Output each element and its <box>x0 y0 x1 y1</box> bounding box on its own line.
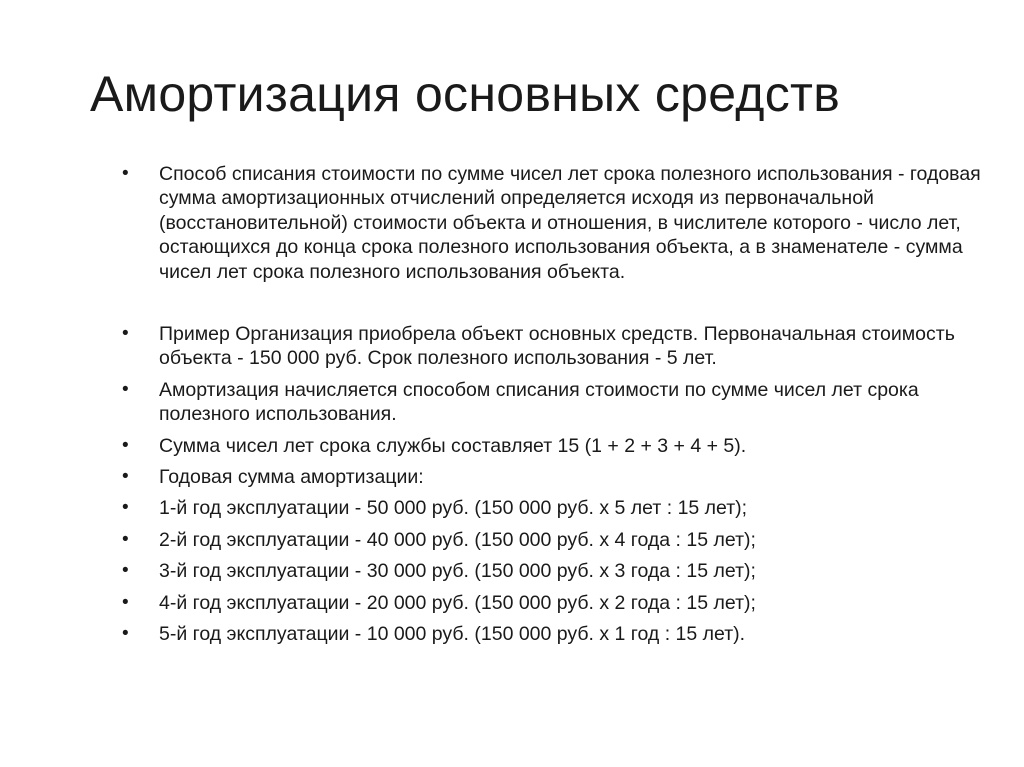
bullet-item-method-applied <box>120 378 1010 427</box>
bullet-text: 3-й год эксплуатации - 30 000 руб. (150 000 руб. х 3 года : 15 лет); <box>159 560 756 583</box>
bullet-marker: • <box>122 528 129 550</box>
slide-title: Амортизация основных средств <box>90 66 841 122</box>
bullet-marker: • <box>122 466 129 488</box>
bullet-item-year-1 <box>120 496 1010 520</box>
bullet-text: Способ списания стоимости по сумме чисел лет срока полезного использования - годовая сумма амортизационных отчислений определяется исходя из первоначальной (восстановительной) стоимости объекта и отношения, в числителе которого - число лет, остающихся до конца срока полезного использования объекта, а в знаменателе - сумма чисел лет срока полезного использования объекта. <box>159 163 981 283</box>
bullet-marker: • <box>122 560 129 582</box>
bullet-text: Сумма чисел лет срока службы составляет 15 (1 + 2 + 3 + 4 + 5). <box>159 434 747 457</box>
bullet-text: Пример Организация приобрела объект основных средств. Первоначальная стоимость объекта - 150 000 руб. Срок полезного использования - 5 лет. <box>159 323 955 370</box>
bullet-marker: • <box>122 497 129 519</box>
bullet-marker: • <box>122 623 129 645</box>
bullet-marker: • <box>122 378 129 400</box>
bullet-text: 2-й год эксплуатации - 40 000 руб. (150 000 руб. х 4 года : 15 лет); <box>159 528 756 551</box>
bullet-item-method-definition <box>120 162 1010 284</box>
bullet-item-example <box>120 322 1010 371</box>
bullet-item-annual-amount-heading <box>120 465 1010 489</box>
bullet-marker: • <box>122 323 129 345</box>
bullet-item-year-2 <box>120 528 1010 552</box>
bullet-item-year-5 <box>120 622 1010 646</box>
bullet-marker: • <box>122 591 129 613</box>
bullet-text: Годовая сумма амортизации: <box>159 466 424 489</box>
bullet-item-sum-of-years <box>120 434 1010 458</box>
bullet-list <box>120 162 1010 654</box>
bullet-marker: • <box>122 434 129 456</box>
bullet-text: Амортизация начисляется способом списания стоимости по сумме чисел лет срока полезного использования. <box>159 378 919 426</box>
bullet-text: 1-й год эксплуатации - 50 000 руб. (150 000 руб. х 5 лет : 15 лет); <box>159 497 748 520</box>
bullet-text: 5-й год эксплуатации - 10 000 руб. (150 000 руб. х 1 год : 15 лет). <box>159 623 746 646</box>
bullet-item-year-4 <box>120 591 1010 615</box>
bullet-item-year-3 <box>120 559 1010 583</box>
bullet-marker: • <box>122 163 129 184</box>
bullet-text: 4-й год эксплуатации - 20 000 руб. (150 000 руб. х 2 года : 15 лет); <box>159 591 756 614</box>
